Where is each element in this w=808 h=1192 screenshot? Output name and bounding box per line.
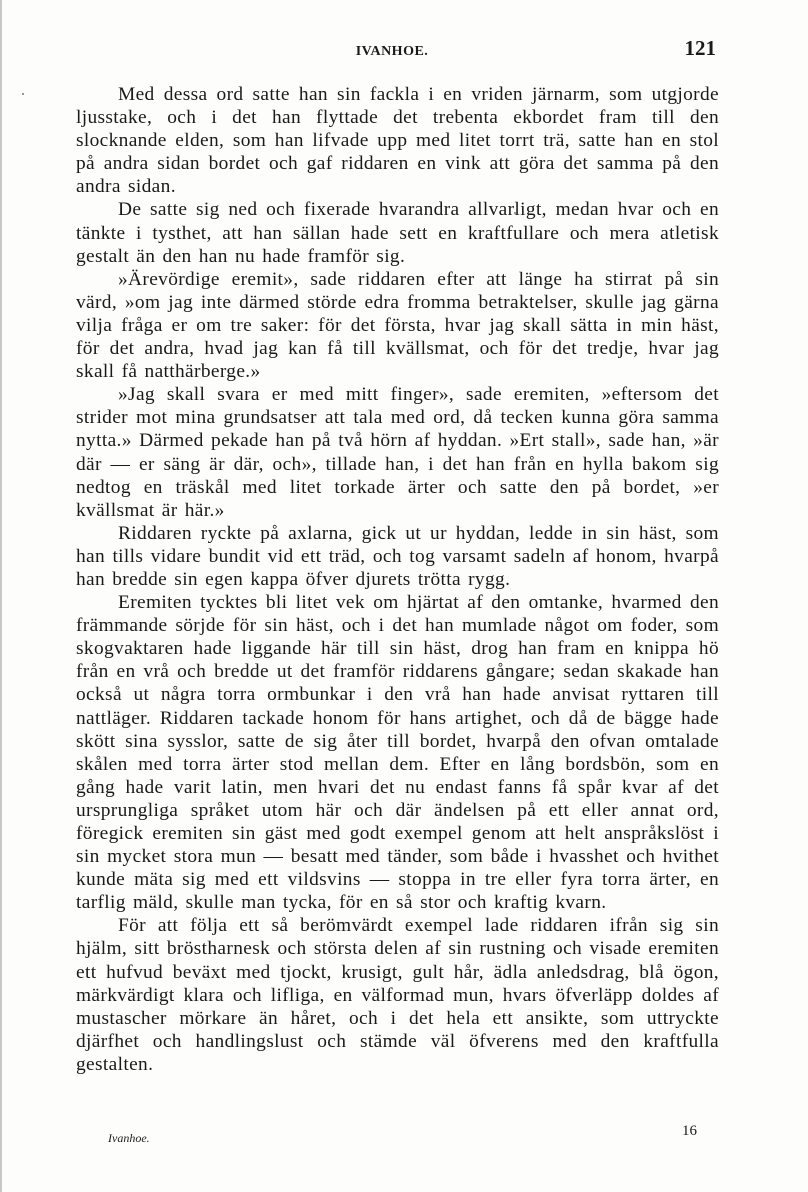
print-speck xyxy=(22,93,24,95)
sheet-number: 16 xyxy=(682,1123,697,1139)
paragraph: »Jag skall svara er med mitt finger», sade eremiten, »eftersom det strider mot mina grundsatser att tala med ord, då tecken kunna göra samma nytta.» Därmed pekade han på två hörn af hyddan. »Ert stall», sade han, »är där — er säng är där, och», tillade han, i det han från en hylla bakom sig nedtog en träskål med litet torkade ärter och satte den på bordet, »er kvällsmat är här.» xyxy=(76,384,719,521)
paragraph: »Ärevördige eremit», sade riddaren efter att länge ha stirrat på sin värd, »om jag inte därmed störde edra fromma betraktelser, skulle jag gärna vilja fråga er om tre saker: för det första, hvar jag skall sätta in min häst, för det andra, hvad jag kan få till kvällsmat, och för det tredje, hvar jag skall få natthärberge.» xyxy=(76,268,719,383)
page-edge xyxy=(0,0,2,1192)
paragraph: För att följa ett så berömvärdt exempel lade riddaren ifrån sig sin hjälm, sitt bröstharnesk och största delen af sin rustning och visade eremiten ett hufvud beväxt med tjockt, krusigt, gult hår, ädla anledsdrag, blå ögon, märkvärdigt klara och lifliga, en välformad mun, hvars öfverläpp doldes af mustascher mörkare än håret, och i det hela ett ansikte, som uttryckte djärfhet och handlingslust och stämde väl öfverens med den kraftfulla gestalten. xyxy=(76,915,719,1075)
paragraph: De satte sig ned och fixerade hvarandra allvarligt, medan hvar och en tänkte i tysthet, att han sällan hade sett en kraftfullare och mera atletisk gestalt än den han nu hade framför sig. xyxy=(76,199,719,267)
paragraph: Med dessa ord satte han sin fackla i en vriden järnarm, som utgjorde ljusstake, och i det han flyttade det trebenta ekbordet fram till den slocknande elden, som han lifvade upp med litet torrt trä, satte han en stol på andra sidan bordet och gaf riddaren en vink att göra det samma på den andra sidan. xyxy=(76,84,719,198)
paragraph: Riddaren ryckte på axlarna, gick ut ur hyddan, ledde in sin häst, som han tills vidare bundit vid ett träd, och tog varsamt sadeln af honom, hvarpå han bredde sin egen kappa öfver djurets trötta rygg. xyxy=(76,522,719,590)
body-text xyxy=(76,83,719,1076)
paragraph: Eremiten tycktes bli litet vek om hjärtat af den omtanke, hvarmed den främmande sörjde för sin häst, och i det han mumlade något om foder, som skogvaktaren hade liggande här till sin häst, drog han fram en knippa hö från en vrå och bredde ut det framför riddarens gångare; sedan skakade han också ut några torra ormbunkar i den vrå han hade anvisat ryttaren till nattläger. Riddaren tackade honom för hans artighet, och då de bägge hade skött sina sysslor, satte de sig åter till bordet, hvarpå den ofvan omtalade skålen med torra ärter stod mellan dem. Efter en lång bordsbön, som en gång hade varit latin, men hvari det nu endast fanns få spår kvar af det ursprungliga språket utom här och där ändelsen på ett eller annat ord, föregick eremiten sin gäst med godt exempel genom att helt anspråkslöst i sin mycket stora mun — besatt med tänder, som både i hvasshet och hvithet kunde mäta sig med ett vildsvins — stoppa in tre eller fyra torra ärter, en tarflig mäld, skulle man tycka, för en så stor och kraftig kvarn. xyxy=(76,592,719,914)
page-number: 121 xyxy=(684,36,716,60)
running-title: IVANHOE. xyxy=(355,44,429,59)
signature-mark: Ivanhoe. xyxy=(108,1131,150,1145)
